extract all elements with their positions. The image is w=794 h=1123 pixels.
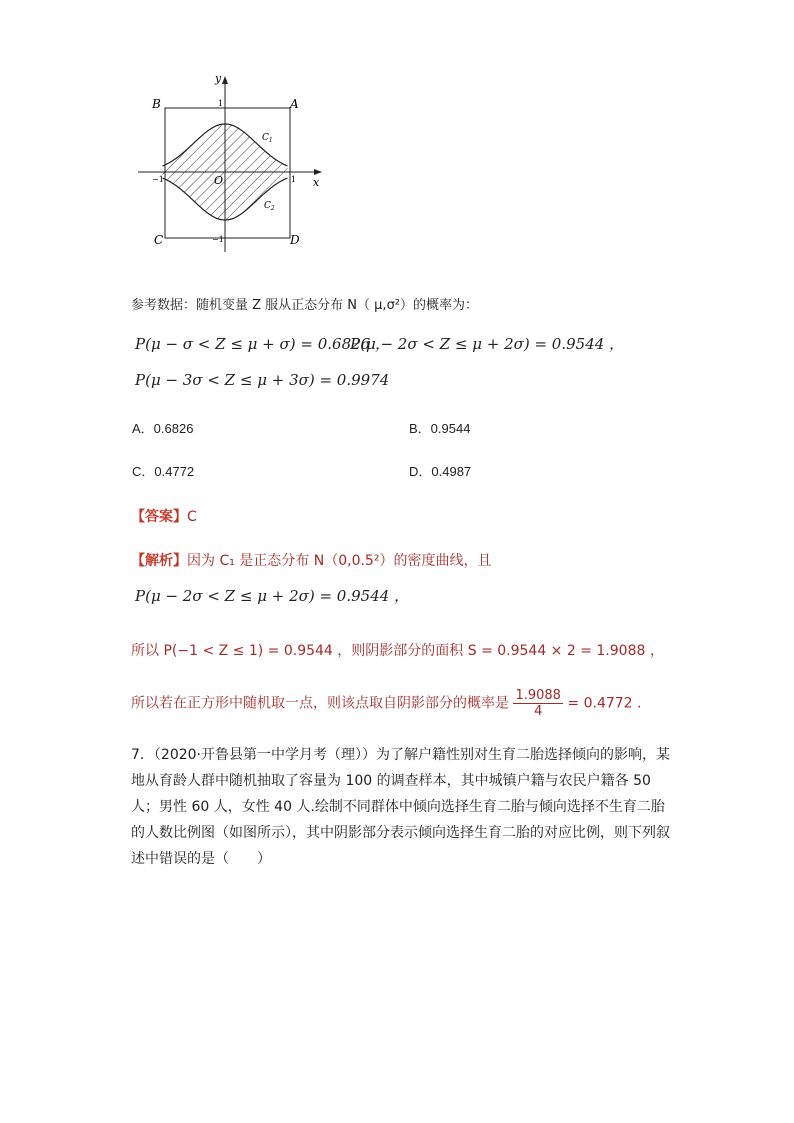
probability-fraction [513, 688, 563, 719]
option-a: A．0.6826 [132, 421, 194, 436]
fraction-denominator: 4 [534, 704, 543, 719]
x-axis-arrow [314, 169, 322, 175]
answer-tag: 【答案】 [131, 509, 187, 525]
analysis-line-4-prefix: 所以若在正方形中随机取一点，则该点取自阴影部分的概率是 [131, 695, 509, 712]
tick-x-neg: −1 [152, 175, 164, 184]
axis-x-label: x [313, 176, 320, 189]
curve-c2-label: $C_2$ [264, 201, 275, 212]
tick-y-neg: −1 [212, 235, 224, 244]
analysis-line-4 [131, 688, 641, 719]
tick-y-pos: 1 [218, 99, 224, 108]
formula-2: P(μ − 2σ < Z ≤ μ + 2σ) = 0.9544 ， [350, 335, 625, 353]
formula-1: P(μ − σ < Z ≤ μ + σ) = 0.6826 ， [135, 335, 390, 353]
analysis-tag: 【解析】 [131, 553, 187, 569]
label-B: B [152, 97, 161, 111]
reference-intro: 参考数据：随机变量 Z 服从正态分布 N（ μ,σ²）的概率为： [131, 298, 479, 313]
analysis-formula: P(μ − 2σ < Z ≤ μ + 2σ) = 0.9544 ， [135, 587, 410, 605]
label-A: A [290, 97, 299, 111]
analysis-line-3: 所以 P(−1 < Z ≤ 1) = 0.9544 ，则阴影部分的面积 S = 0.9544 × 2 = 1.9088 ， [131, 643, 664, 659]
label-D: D [290, 233, 300, 247]
answer-value: C [187, 509, 197, 525]
figure-svg [130, 68, 330, 253]
tick-x-pos: 1 [291, 175, 297, 184]
analysis-text-1: 因为 C₁ 是正态分布 N（0,0.5²）的密度曲线，且 [187, 553, 492, 569]
label-C: C [154, 233, 164, 247]
question-7: 7．（2020·开鲁县第一中学月考（理））为了解户籍性别对生育二胎选择倾向的影响，某地从育龄人群中随机抽取了容量为 100 的调查样本，其中城镇户籍与农民户籍各 50 人；男性 60 人，女性 40 人.绘制不同群体中倾向选择生育二胎与倾向选择不生育二胎的人数比例图（如图所示），其中阴影部分表示倾向选择生育二胎的对应比例，则下列叙述中错误的是（ ） [131, 747, 670, 867]
y-axis-arrow [222, 76, 228, 84]
option-c: C．0.4772 [132, 464, 195, 479]
axis-y-label: y [215, 72, 222, 85]
fraction-numerator: 1.9088 [515, 688, 561, 703]
curve-c1-label: $C_1$ [262, 133, 273, 144]
option-b: B．0.9544 [409, 421, 471, 436]
formula-3: P(μ − 3σ < Z ≤ μ + 3σ) = 0.9974 [135, 371, 390, 389]
analysis-line-1 [131, 550, 491, 570]
normal-curve-figure [130, 68, 330, 253]
answer-line [131, 506, 197, 526]
analysis-line-4-suffix: = 0.4772 . [567, 695, 642, 712]
option-d: D．0.4987 [409, 464, 472, 479]
origin-label: O [214, 174, 224, 187]
